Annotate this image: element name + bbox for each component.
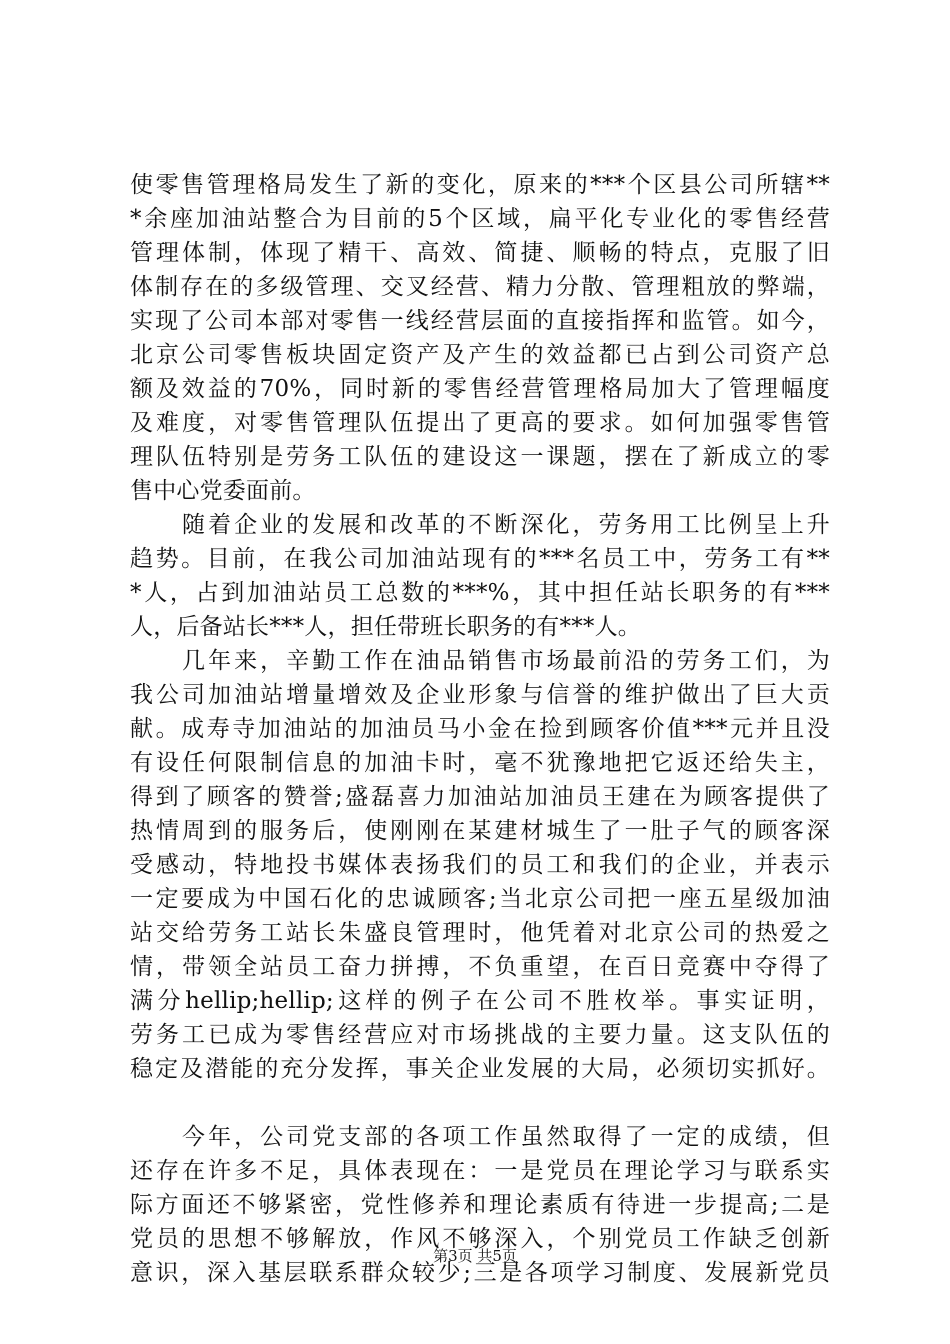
- text-line: 站交给劳务工站长朱盛良管理时，他凭着对北京公司的热爱之: [130, 920, 830, 946]
- text-line: 趋势。目前，在我公司加油站现有的***名员工中，劳务工有**: [130, 546, 830, 572]
- text-line: 劳务工已成为零售经营应对市场挑战的主要力量。这支队伍的: [130, 1022, 830, 1048]
- page-footer: 第3页 共5页: [433, 1247, 517, 1265]
- paragraph-gap: [130, 1086, 830, 1120]
- text-line: 售中心党委面前。: [130, 478, 316, 504]
- text-line: 实现了公司本部对零售一线经营层面的直接指挥和监管。如今，: [130, 308, 830, 334]
- text-line: 得到了顾客的赞誉;盛磊喜力加油站加油员王建在为顾客提供了: [130, 784, 830, 810]
- text-line: 几年来，辛勤工作在油品销售市场最前沿的劳务工们，为: [130, 648, 830, 674]
- text-line: 受感动，特地投书媒体表扬我们的员工和我们的企业，并表示: [130, 852, 830, 878]
- text-line: *余座加油站整合为目前的5个区域，扁平化专业化的零售经营: [130, 206, 830, 232]
- text-line: 情，带领全站员工奋力拼搏，不负重望，在百日竞赛中夺得了: [130, 954, 830, 980]
- text-line: 北京公司零售板块固定资产及产生的效益都已占到公司资产总: [130, 342, 830, 368]
- text-line: 今年，公司党支部的各项工作虽然取得了一定的成绩，但: [130, 1124, 830, 1150]
- text-line: 使零售管理格局发生了新的变化，原来的***个区县公司所辖**: [130, 172, 830, 198]
- text-line: 一定要成为中国石化的忠诚顾客;当北京公司把一座五星级加油: [130, 886, 830, 912]
- text-line: 额及效益的70%，同时新的零售经营管理格局加大了管理幅度: [130, 376, 830, 402]
- text-line: 有设任何限制信息的加油卡时，毫不犹豫地把它返还给失主，: [130, 750, 830, 776]
- text-line: 及难度，对零售管理队伍提出了更高的要求。如何加强零售管: [130, 410, 830, 436]
- body-text: [130, 168, 830, 1290]
- text-line: 献。成寿寺加油站的加油员马小金在捡到顾客价值***元并且没: [130, 716, 830, 742]
- text-line: 人，后备站长***人，担任带班长职务的有***人。: [130, 614, 641, 640]
- text-line: 体制存在的多级管理、交叉经营、精力分散、管理粗放的弊端，: [130, 274, 830, 300]
- text-line: *人，占到加油站员工总数的***%，其中担任站长职务的有***: [130, 580, 830, 606]
- text-line: 理队伍特别是劳务工队伍的建设这一课题，摆在了新成立的零: [130, 444, 830, 470]
- text-line: 党员的思想不够解放，作风不够深入，个别党员工作缺乏创新: [130, 1226, 830, 1252]
- text-line: 还存在许多不足，具体表现在：一是党员在理论学习与联系实: [130, 1158, 830, 1184]
- text-line: 热情周到的服务后，使刚刚在某建材城生了一肚子气的顾客深: [130, 818, 830, 844]
- text-line: 满分hellip;hellip;这样的例子在公司不胜枚举。事实证明，: [130, 988, 830, 1014]
- text-line: 随着企业的发展和改革的不断深化，劳务用工比例呈上升: [130, 512, 830, 538]
- text-line: 管理体制，体现了精干、高效、简捷、顺畅的特点，克服了旧: [130, 240, 830, 266]
- text-line: 我公司加油站增量增效及企业形象与信誉的维护做出了巨大贡: [130, 682, 830, 708]
- text-line: 际方面还不够紧密，党性修养和理论素质有待进一步提高;二是: [130, 1192, 830, 1218]
- text-line: 稳定及潜能的充分发挥，事关企业发展的大局，必须切实抓好。: [130, 1056, 830, 1082]
- text-line: 意识，深入基层联系群众较少;三是各项学习制度、发展新党员: [130, 1260, 830, 1286]
